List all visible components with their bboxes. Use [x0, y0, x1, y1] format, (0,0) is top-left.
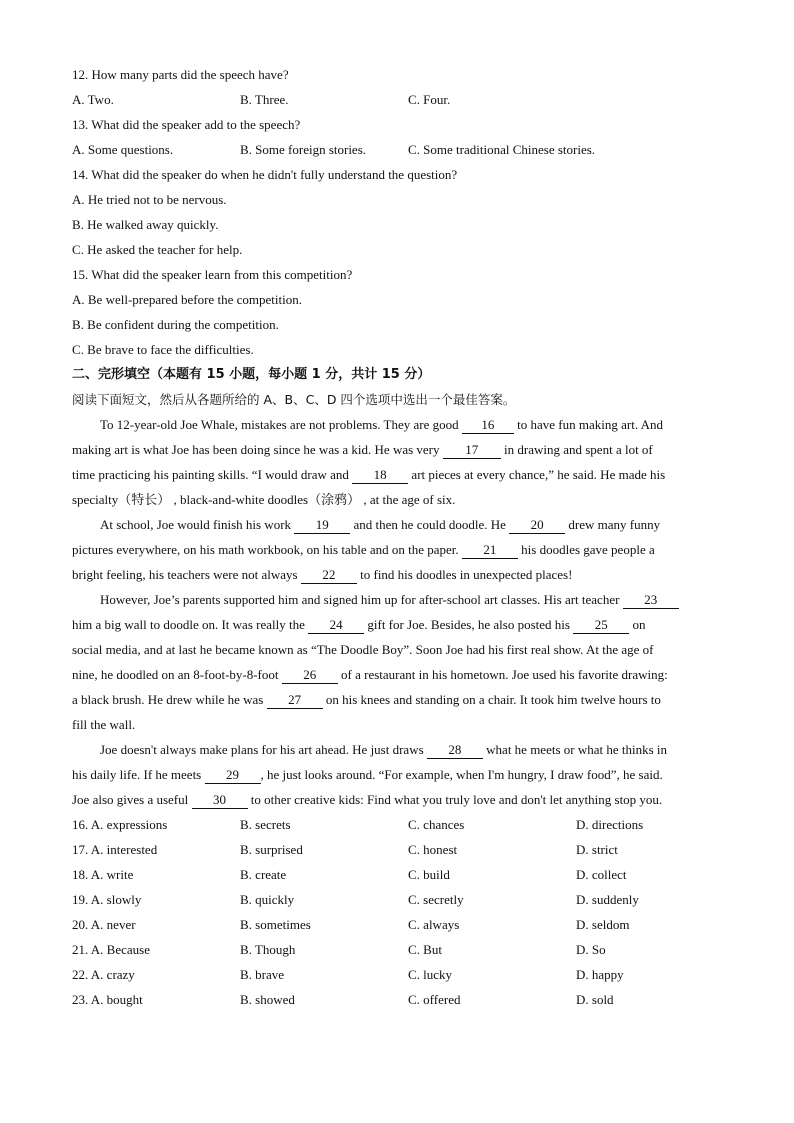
question-15-stem: 15. What did the speaker learn from this competition?: [72, 267, 353, 282]
option-c: C. secretly: [408, 892, 464, 907]
options-row: [72, 912, 722, 937]
passage-line: [72, 412, 722, 437]
option-d: D. seldom: [576, 917, 630, 932]
section-instruction: 阅读下面短文，然后从各题所给的 A、B、C、D 四个选项中选出一个最佳答案。: [72, 392, 516, 407]
question-12-options: [72, 87, 722, 112]
option-c: C. offered: [408, 992, 461, 1007]
passage-text: pictures everywhere, on his math workbook, on his table and on the paper.: [72, 542, 462, 557]
blank-18: 18: [352, 467, 408, 484]
option-b: B. Though: [240, 942, 296, 957]
question-14-option-a: A. He tried not to be nervous.: [72, 192, 227, 207]
option-c: C. always: [408, 917, 460, 932]
passage-line: fill the wall.: [72, 717, 136, 732]
passage-text: to other creative kids: Find what you truly love and don't let anything stop you.: [247, 792, 663, 807]
blank-17: 17: [443, 442, 501, 459]
passage-line: [72, 662, 722, 687]
passage-text: Joe also gives a useful: [72, 792, 192, 807]
option-c: C. Some traditional Chinese stories.: [408, 142, 596, 157]
passage-text: to find his doodles in unexpected places!: [356, 567, 573, 582]
option-b: B. surprised: [240, 842, 303, 857]
option-b: B. Some foreign stories.: [240, 142, 367, 157]
passage-line: [72, 512, 722, 537]
blank-22: 22: [301, 567, 357, 584]
passage-text: in drawing and spent a lot of: [500, 442, 653, 457]
option-c: C. build: [408, 867, 450, 882]
passage-text: time practicing his painting skills. “I would draw and: [72, 467, 353, 482]
options-row: [72, 812, 722, 837]
option-b: B. Three.: [240, 92, 289, 107]
blank-21: 21: [462, 542, 518, 559]
passage-line: [72, 462, 722, 487]
blank-29: 29: [205, 767, 261, 784]
option-a: 20. A. never: [72, 917, 136, 932]
passage-text: At school, Joe would finish his work: [100, 517, 295, 532]
question-13-stem: 13. What did the speaker add to the speech?: [72, 117, 301, 132]
blank-25: 25: [573, 617, 629, 634]
blank-24: 24: [308, 617, 364, 634]
question-14-option-c: C. He asked the teacher for help.: [72, 242, 243, 257]
passage-line: [72, 612, 722, 637]
passage-text: making art is what Joe has been doing since he was a kid. He was very: [72, 442, 443, 457]
options-row: [72, 987, 722, 1012]
option-b: B. create: [240, 867, 287, 882]
passage-text: to have fun making art. And: [513, 417, 663, 432]
question-15-option-a: A. Be well-prepared before the competition.: [72, 292, 302, 307]
passage-text: and then he could doodle. He: [350, 517, 510, 532]
passage-line: [72, 537, 722, 562]
passage-text: a black brush. He drew while he was: [72, 692, 267, 707]
passage-text: him a big wall to doodle on. It was really the: [72, 617, 309, 632]
option-b: B. showed: [240, 992, 295, 1007]
passage-text: on: [629, 617, 646, 632]
question-12-stem: 12. How many parts did the speech have?: [72, 67, 289, 82]
question-14-option-b: B. He walked away quickly.: [72, 217, 219, 232]
option-a: 23. A. bought: [72, 992, 143, 1007]
options-row: [72, 937, 722, 962]
question-15-option-b: B. Be confident during the competition.: [72, 317, 279, 332]
option-a: 19. A. slowly: [72, 892, 142, 907]
passage-line: [72, 562, 722, 587]
passage-line: social media, and at last he became known as “The Doodle Boy”. Soon Joe had his first real show. At the age of: [72, 642, 654, 657]
passage-text: art pieces at every chance,” he said. He made his: [408, 467, 666, 482]
passage-text: drew many funny: [565, 517, 661, 532]
option-d: D. collect: [576, 867, 627, 882]
option-d: D. strict: [576, 842, 618, 857]
options-row: [72, 862, 722, 887]
passage-line: [72, 437, 722, 462]
option-a: A. Two.: [72, 92, 114, 107]
question-14-stem: 14. What did the speaker do when he didn't fully understand the question?: [72, 167, 458, 182]
passage-text: gift for Joe. Besides, he also posted his: [364, 617, 574, 632]
option-b: B. secrets: [240, 817, 291, 832]
blank-27: 27: [267, 692, 323, 709]
option-d: D. directions: [576, 817, 644, 832]
option-a: 18. A. write: [72, 867, 134, 882]
passage-text: bright feeling, his teachers were not always: [72, 567, 301, 582]
passage-line: [72, 737, 722, 762]
option-b: B. quickly: [240, 892, 295, 907]
option-a: 21. A. Because: [72, 942, 150, 957]
passage-text: nine, he doodled on an 8-foot-by-8-foot: [72, 667, 282, 682]
options-row: [72, 962, 722, 987]
options-row: [72, 887, 722, 912]
page-content: [72, 62, 722, 1012]
blank-19: 19: [294, 517, 350, 534]
passage-line: [72, 762, 722, 787]
option-d: D. So: [576, 942, 606, 957]
blank-23: 23: [623, 592, 679, 609]
passage-text: what he meets or what he thinks in: [482, 742, 668, 757]
blank-16: 16: [462, 417, 514, 434]
blank-20: 20: [509, 517, 565, 534]
blank-28: 28: [427, 742, 483, 759]
passage-text: his daily life. If he meets: [72, 767, 205, 782]
passage-text: his doodles gave people a: [517, 542, 655, 557]
question-15-option-c: C. Be brave to face the difficulties.: [72, 342, 254, 357]
option-a: A. Some questions.: [72, 142, 174, 157]
blank-30: 30: [192, 792, 248, 809]
passage-line: [72, 787, 722, 812]
option-c: C. lucky: [408, 967, 453, 982]
passage-line: specialty（特长） , black-and-white doodles（涂鸦） , at the age of six.: [72, 492, 456, 507]
blank-26: 26: [282, 667, 338, 684]
option-b: B. sometimes: [240, 917, 311, 932]
passage-text: on his knees and standing on a chair. It took him twelve hours to: [322, 692, 661, 707]
section-title: 二、完形填空（本题有 15 小题，每小题 1 分，共计 15 分）: [72, 367, 431, 382]
option-b: B. brave: [240, 967, 285, 982]
passage-text: of a restaurant in his hometown. Joe used his favorite drawing:: [337, 667, 668, 682]
passage-text: To 12-year-old Joe Whale, mistakes are not problems. They are good: [100, 417, 462, 432]
option-c: C. chances: [408, 817, 465, 832]
passage-line: [72, 687, 722, 712]
options-row: [72, 837, 722, 862]
option-a: 16. A. expressions: [72, 817, 168, 832]
passage-text: However, Joe’s parents supported him and signed him up for after-school art classes. His art teacher: [100, 592, 623, 607]
option-d: D. suddenly: [576, 892, 639, 907]
passage-text: Joe doesn't always make plans for his art ahead. He just draws: [100, 742, 427, 757]
option-a: 22. A. crazy: [72, 967, 135, 982]
passage-text: , he just looks around. “For example, when I'm hungry, I draw food”, he said.: [260, 767, 663, 782]
option-c: C. But: [408, 942, 442, 957]
option-d: D. happy: [576, 967, 624, 982]
option-c: C. honest: [408, 842, 458, 857]
option-c: C. Four.: [408, 92, 451, 107]
question-13-options: [72, 137, 722, 162]
option-a: 17. A. interested: [72, 842, 158, 857]
passage-line: [72, 587, 722, 612]
option-d: D. sold: [576, 992, 614, 1007]
